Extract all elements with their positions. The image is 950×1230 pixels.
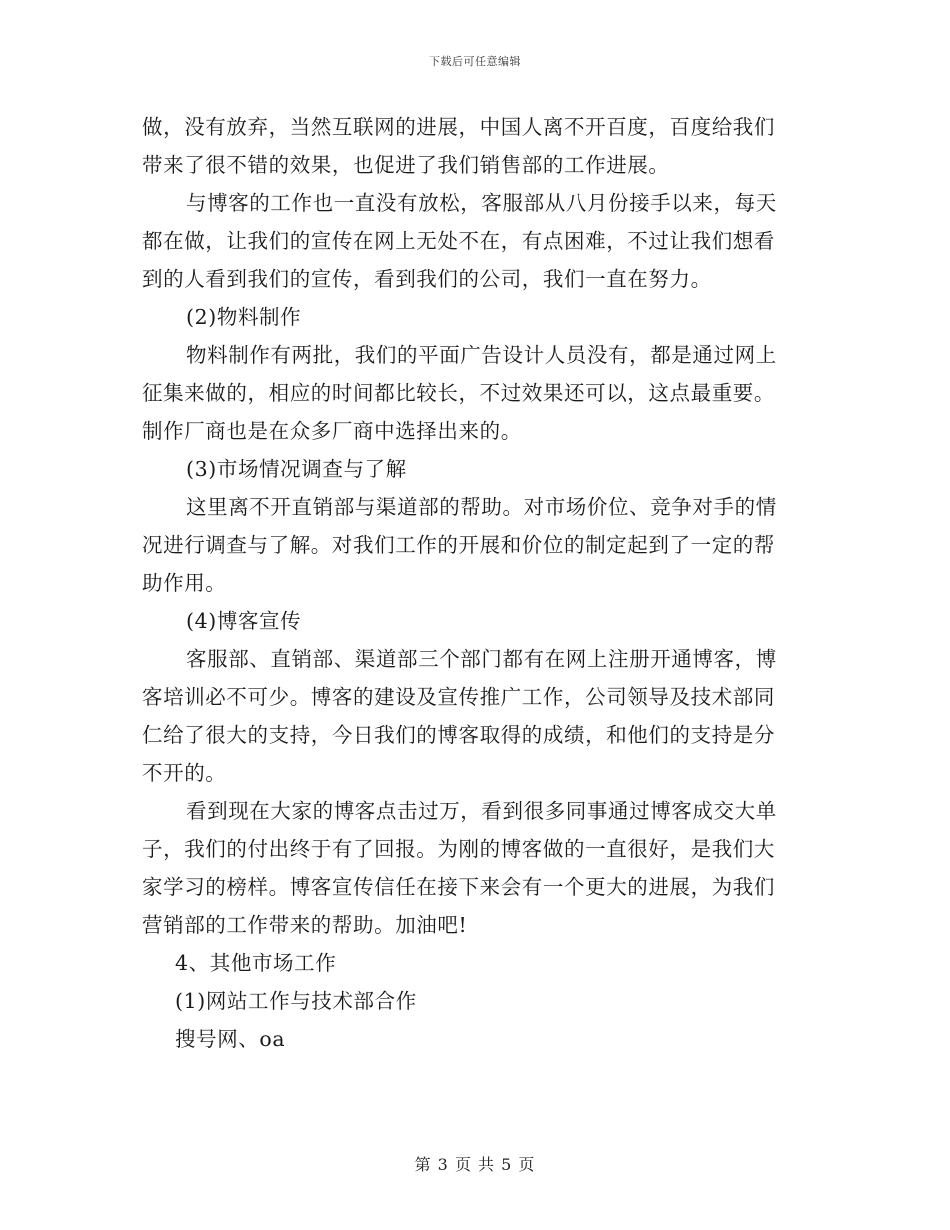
text-line: 到的人看到我们的宣传，看到我们的公司，我们一直在努力。	[142, 267, 712, 291]
document-body	[142, 108, 802, 1058]
text-line: 都在做，让我们的宣传在网上无处不在，有点困难，不过让我们想看	[142, 229, 775, 253]
text-line: 不开的。	[142, 761, 227, 785]
text-line: 征集来做的，相应的时间都比较长，不过效果还可以，这点最重要。	[142, 381, 775, 405]
section-heading: (1)网站工作与技术部合作	[175, 989, 417, 1013]
text-line: 物料制作有两批，我们的平面广告设计人员没有，都是通过网上	[186, 343, 777, 367]
section-heading: 4、其他市场工作	[175, 951, 337, 975]
text-line: 看到现在大家的博客点击过万，看到很多同事通过博客成交大单	[186, 799, 777, 823]
text-line: 营销部的工作带来的帮助。加油吧!	[142, 913, 468, 937]
section-heading: (4)博客宣传	[186, 609, 302, 633]
text-line: 搜号网、oa	[175, 1027, 286, 1051]
section-heading: (2)物料制作	[186, 305, 302, 329]
text-line: 与博客的工作也一直没有放松，客服部从八月份接手以来，每天	[186, 191, 777, 215]
text-line: 制作厂商也是在众多厂商中选择出来的。	[142, 419, 522, 443]
text-line: 带来了很不错的效果，也促进了我们销售部的工作进展。	[142, 153, 670, 177]
text-line: 客培训必不可少。博客的建设及宣传推广工作，公司领导及技术部同	[142, 685, 775, 709]
text-line: 这里离不开直销部与渠道部的帮助。对市场价位、竞争对手的情	[186, 495, 777, 519]
text-line: 客服部、直销部、渠道部三个部门都有在网上注册开通博客，博	[186, 647, 777, 671]
text-line: 况进行调查与了解。对我们工作的开展和价位的制定起到了一定的帮	[142, 533, 775, 557]
page-header: 下载后可任意编辑	[429, 55, 521, 68]
page-number-footer: 第 3 页 共 5 页	[414, 1155, 536, 1174]
text-line: 仁给了很大的支持，今日我们的博客取得的成绩，和他们的支持是分	[142, 723, 775, 747]
text-line: 家学习的榜样。博客宣传信任在接下来会有一个更大的进展，为我们	[142, 875, 775, 899]
text-line: 子，我们的付出终于有了回报。为刚的博客做的一直很好，是我们大	[142, 837, 775, 861]
section-heading: (3)市场情况调查与了解	[186, 457, 407, 481]
text-line: 助作用。	[142, 571, 227, 595]
text-line: 做，没有放弃，当然互联网的进展，中国人离不开百度，百度给我们	[142, 115, 775, 139]
